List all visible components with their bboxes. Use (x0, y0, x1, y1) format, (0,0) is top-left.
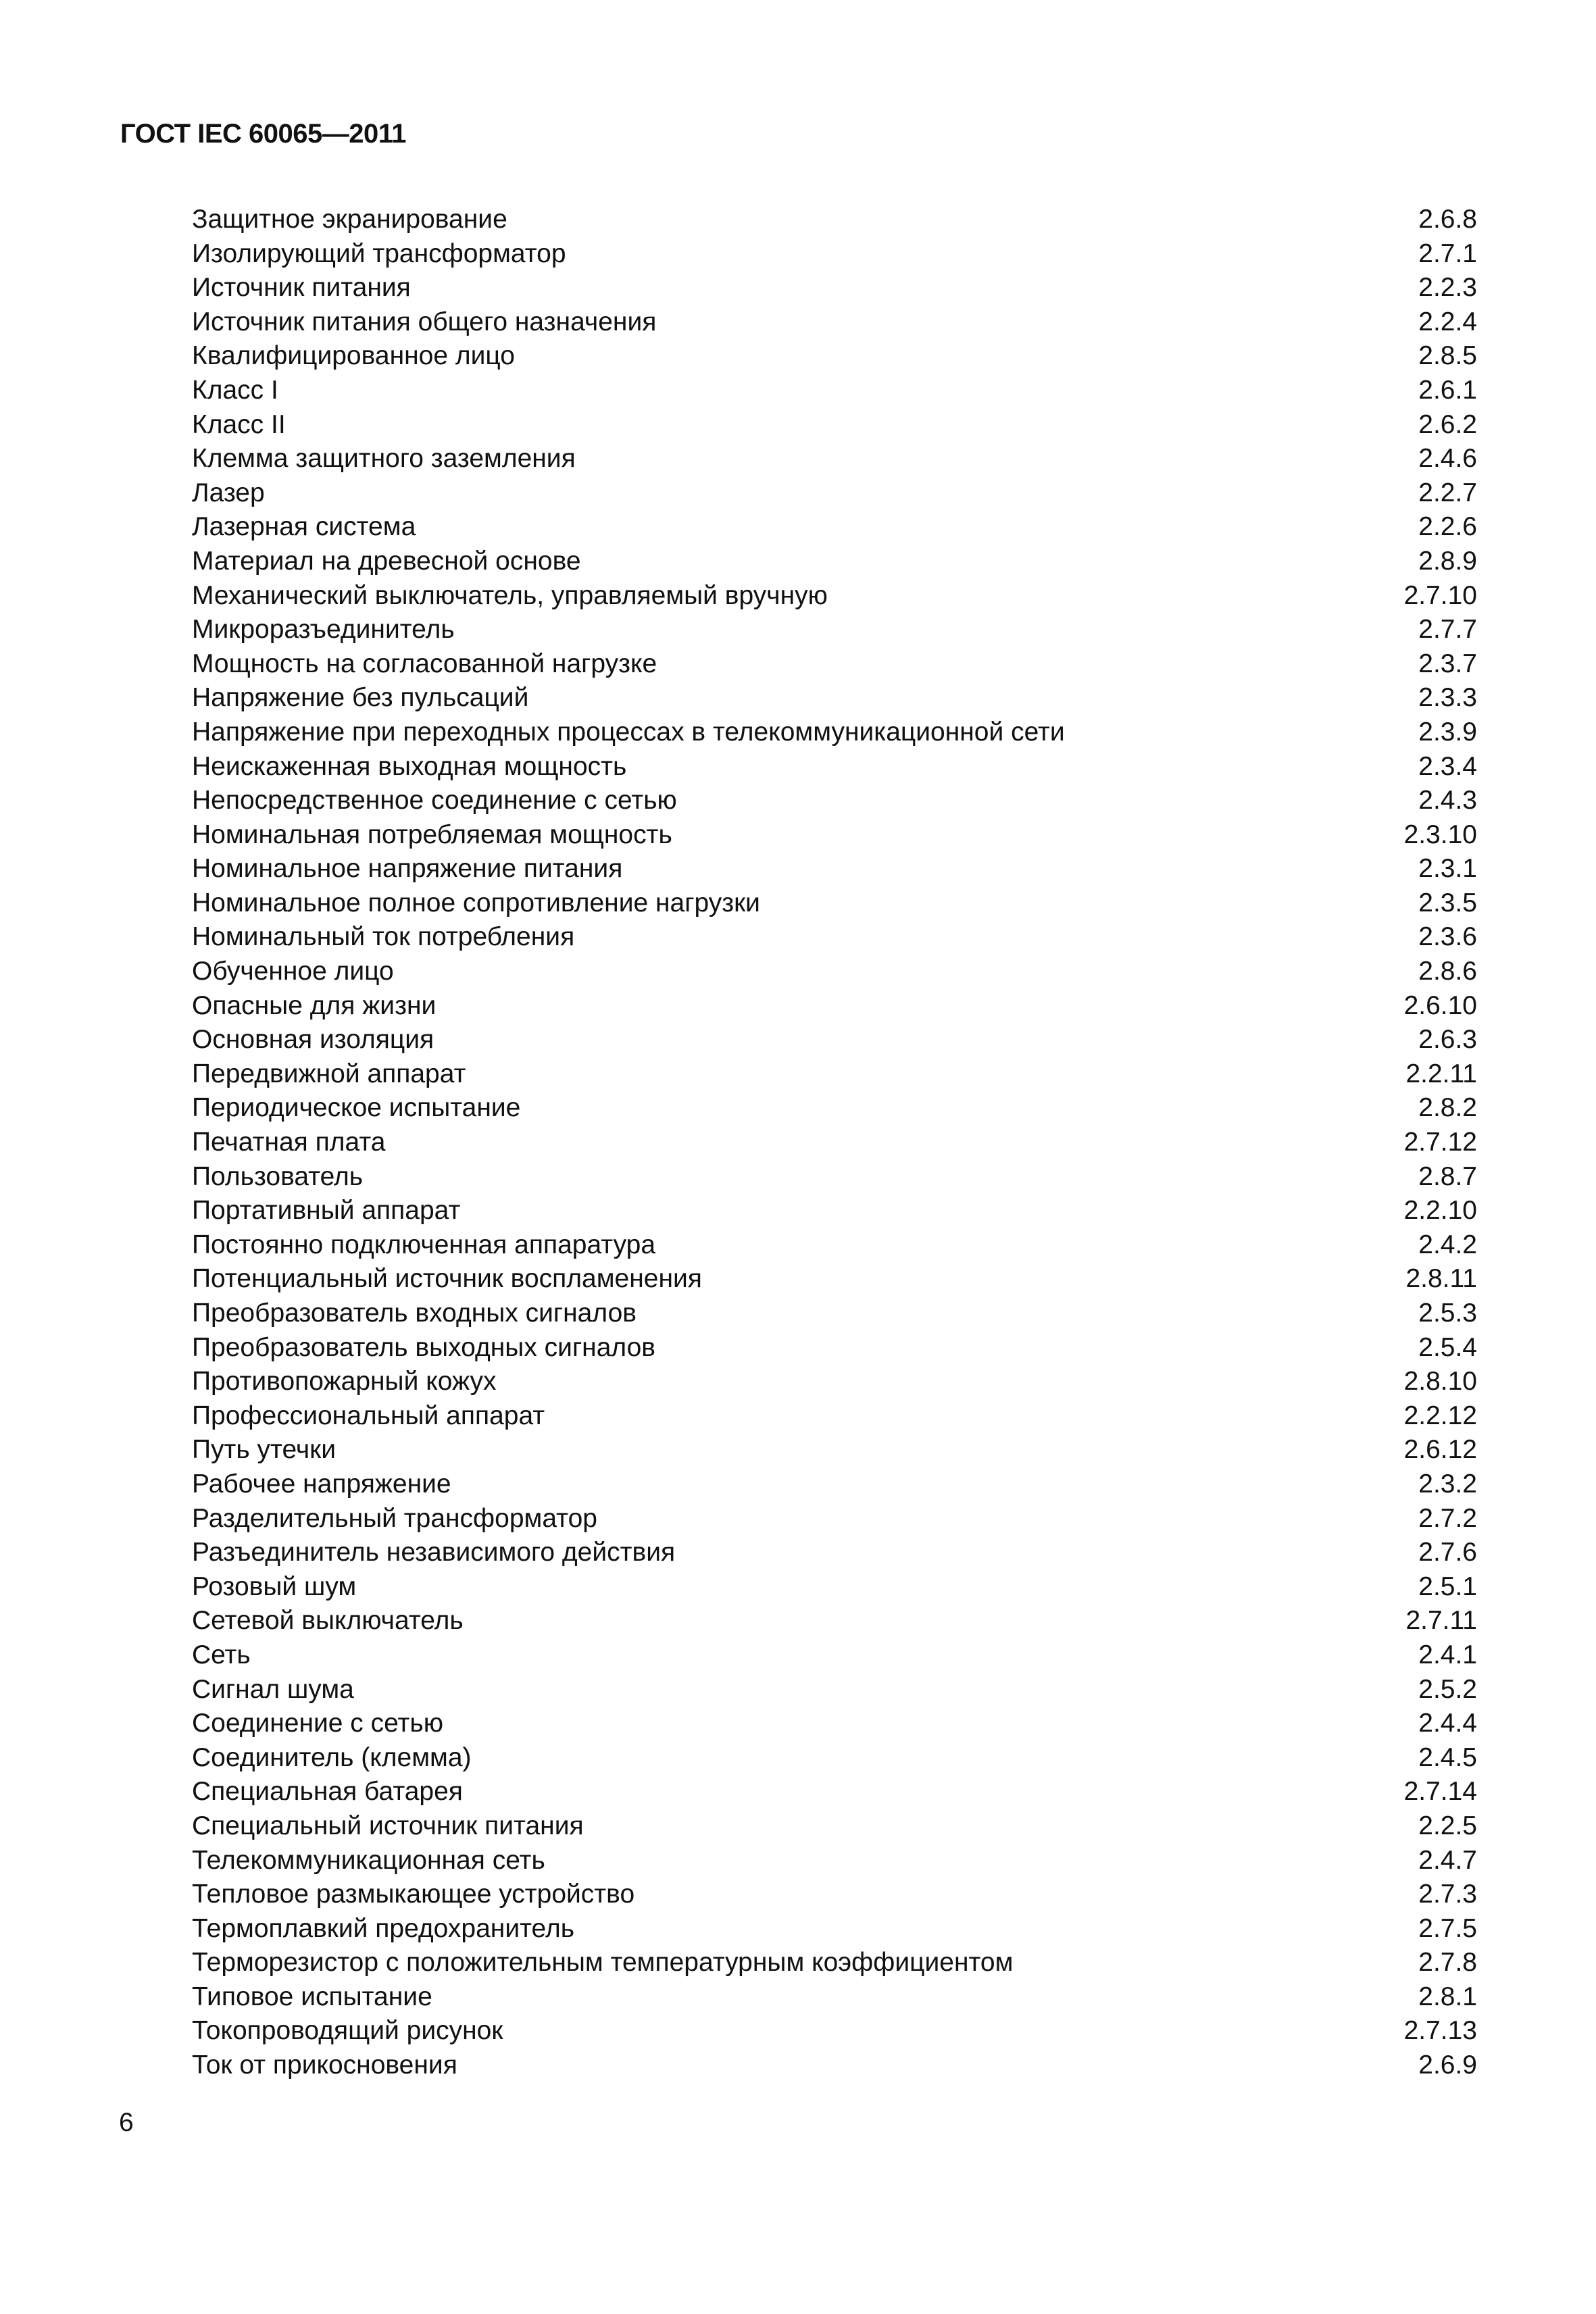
index-entry (192, 1091, 1477, 1126)
index-term: Постоянно подключенная аппаратура (192, 1230, 656, 1259)
index-ref: 2.8.10 (1403, 1367, 1477, 1397)
index-ref: 2.5.2 (1418, 1674, 1477, 1704)
index-ref: 2.7.1 (1418, 238, 1477, 268)
index-entry (192, 920, 1477, 955)
index-entry (192, 1980, 1477, 2015)
index-entry (192, 545, 1477, 579)
index-term: Розовый шум (192, 1571, 357, 1601)
index-ref: 2.3.3 (1418, 683, 1477, 713)
index-term: Защитное экранирование (192, 205, 507, 234)
index-entry (192, 1297, 1477, 1331)
index-ref: 2.5.1 (1418, 1571, 1477, 1601)
index-entry (192, 1194, 1477, 1228)
index-ref: 2.2.5 (1418, 1811, 1477, 1840)
index-entry (192, 750, 1477, 784)
index-ref: 2.2.11 (1405, 1059, 1477, 1088)
index-entry (192, 1809, 1477, 1844)
index-entry (192, 852, 1477, 886)
index-entry (192, 1673, 1477, 1707)
index-entry (192, 476, 1477, 511)
index-entry (192, 1775, 1477, 1809)
index-term: Квалифицированное лицо (192, 341, 515, 371)
index-term: Сеть (192, 1640, 251, 1669)
index-term: Печатная плата (192, 1128, 386, 1157)
index-ref: 2.8.9 (1418, 546, 1477, 576)
index-entry (192, 1604, 1477, 1638)
index-entry (192, 442, 1477, 476)
index-term: Токопроводящий рисунок (192, 2016, 503, 2046)
index-term: Рабочее напряжение (192, 1469, 451, 1499)
index-term: Профессиональный аппарат (192, 1401, 545, 1430)
index-ref: 2.6.10 (1403, 990, 1477, 1020)
index-term: Основная изоляция (192, 1025, 434, 1055)
index-ref: 2.2.7 (1418, 478, 1477, 507)
index-term: Обученное лицо (192, 957, 394, 986)
index-term: Разделительный трансформатор (192, 1503, 597, 1533)
index-ref: 2.4.1 (1418, 1640, 1477, 1669)
index-ref: 2.2.3 (1418, 273, 1477, 303)
index-entry (192, 339, 1477, 374)
index-entry (192, 2048, 1477, 2083)
document-header-title: ГОСТ IEC 60065—2011 (120, 119, 406, 149)
index-entry (192, 374, 1477, 408)
index-term: Тепловое размыкающее устройство (192, 1880, 635, 1909)
index-entry (192, 1228, 1477, 1263)
index-term: Преобразователь входных сигналов (192, 1299, 637, 1328)
index-entry (192, 510, 1477, 545)
index-entry (192, 1844, 1477, 1878)
index-term: Номинальная потребляемая мощность (192, 820, 672, 849)
index-entry (192, 1331, 1477, 1365)
index-ref: 2.2.6 (1418, 512, 1477, 542)
index-ref: 2.7.7 (1418, 615, 1477, 645)
index-ref: 2.4.7 (1418, 1845, 1477, 1875)
index-ref: 2.4.5 (1418, 1742, 1477, 1772)
index-term: Изолирующий трансформатор (192, 238, 566, 268)
index-entry (192, 1365, 1477, 1399)
index-term: Микроразъединитель (192, 615, 455, 645)
index-entry (192, 1638, 1477, 1673)
index-term: Путь утечки (192, 1435, 336, 1465)
index-term: Противопожарный кожух (192, 1367, 497, 1397)
index-ref: 2.7.3 (1418, 1880, 1477, 1909)
index-term: Пользователь (192, 1161, 364, 1191)
index-entry (192, 1536, 1477, 1570)
index-ref: 2.7.12 (1403, 1128, 1477, 1157)
index-term: Термоплавкий предохранитель (192, 1913, 575, 1943)
index-entry (192, 1262, 1477, 1297)
index-ref: 2.4.3 (1418, 786, 1477, 815)
index-entry (192, 1946, 1477, 1980)
index-entry (192, 1570, 1477, 1605)
index-ref: 2.3.4 (1418, 751, 1477, 781)
index-entry (192, 818, 1477, 853)
index-term: Преобразователь выходных сигналов (192, 1332, 656, 1362)
index-ref: 2.3.10 (1403, 820, 1477, 849)
index-entry (192, 681, 1477, 715)
index-entry (192, 237, 1477, 272)
index-ref: 2.6.3 (1418, 1025, 1477, 1055)
index-term: Источник питания общего назначения (192, 307, 657, 336)
index-term: Лазер (192, 478, 265, 507)
index-term: Периодическое испытание (192, 1093, 521, 1123)
index-entry (192, 989, 1477, 1024)
index-entry (192, 955, 1477, 989)
index-ref: 2.7.2 (1418, 1503, 1477, 1533)
index-entry (192, 1399, 1477, 1434)
index-term: Номинальное полное сопротивление нагрузки (192, 888, 760, 917)
index-ref: 2.7.6 (1418, 1538, 1477, 1567)
index-term: Номинальное напряжение питания (192, 854, 623, 884)
index-term: Разъединитель независимого действия (192, 1538, 676, 1567)
index-term: Источник питания (192, 273, 411, 303)
index-ref: 2.8.1 (1418, 1982, 1477, 2011)
index-term: Лазерная система (192, 512, 416, 542)
index-entry (192, 1878, 1477, 1912)
index-ref: 2.3.9 (1418, 717, 1477, 747)
index-entry (192, 305, 1477, 340)
index-term: Передвижной аппарат (192, 1059, 466, 1088)
index-term: Сигнал шума (192, 1674, 354, 1704)
index-ref: 2.8.11 (1405, 1264, 1477, 1294)
index-term: Класс I (192, 375, 278, 405)
index-term: Терморезистор с положительным температурным коэффициентом (192, 1948, 1014, 1978)
index-entry (192, 408, 1477, 443)
index-entry (192, 2014, 1477, 2048)
index-term: Портативный аппарат (192, 1196, 461, 1226)
index-ref: 2.8.6 (1418, 957, 1477, 986)
index-term: Механический выключатель, управляемый вручную (192, 580, 828, 610)
index-term: Соединение с сетью (192, 1709, 443, 1738)
index-ref: 2.6.2 (1418, 409, 1477, 439)
term-index-list (192, 203, 1477, 2083)
index-term: Неискаженная выходная мощность (192, 751, 627, 781)
index-ref: 2.6.9 (1418, 2051, 1477, 2080)
index-term: Специальная батарея (192, 1777, 463, 1807)
index-ref: 2.6.1 (1418, 375, 1477, 405)
index-term: Типовое испытание (192, 1982, 432, 2011)
index-ref: 2.4.2 (1418, 1230, 1477, 1259)
index-ref: 2.7.14 (1403, 1777, 1477, 1807)
index-term: Мощность на согласованной нагрузке (192, 649, 657, 678)
index-ref: 2.3.6 (1418, 922, 1477, 952)
index-ref: 2.7.8 (1418, 1948, 1477, 1978)
index-entry (192, 271, 1477, 305)
index-term: Телекоммуникационная сеть (192, 1845, 545, 1875)
index-ref: 2.6.8 (1418, 205, 1477, 234)
index-ref: 2.3.1 (1418, 854, 1477, 884)
index-entry (192, 647, 1477, 682)
index-ref: 2.2.12 (1403, 1401, 1477, 1430)
index-ref: 2.5.4 (1418, 1332, 1477, 1362)
index-entry (192, 1160, 1477, 1194)
index-term: Ток от прикосновения (192, 2051, 457, 2080)
index-entry (192, 1502, 1477, 1536)
index-entry (192, 579, 1477, 613)
index-term: Напряжение без пульсаций (192, 683, 529, 713)
index-term: Соединитель (клемма) (192, 1742, 472, 1772)
index-ref: 2.7.11 (1405, 1606, 1477, 1636)
index-ref: 2.7.5 (1418, 1913, 1477, 1943)
index-entry (192, 1057, 1477, 1092)
index-ref: 2.4.6 (1418, 444, 1477, 474)
index-entry (192, 1912, 1477, 1946)
index-entry (192, 1433, 1477, 1467)
index-term: Напряжение при переходных процессах в телекоммуникационной сети (192, 717, 1065, 747)
index-term: Сетевой выключатель (192, 1606, 464, 1636)
index-term: Потенциальный источник воспламенения (192, 1264, 702, 1294)
index-ref: 2.7.10 (1403, 580, 1477, 610)
index-entry (192, 613, 1477, 647)
index-entry (192, 203, 1477, 237)
index-ref: 2.8.7 (1418, 1161, 1477, 1191)
index-entry (192, 1741, 1477, 1776)
index-term: Специальный источник питания (192, 1811, 584, 1840)
index-entry (192, 1023, 1477, 1057)
index-ref: 2.6.12 (1403, 1435, 1477, 1465)
index-ref: 2.3.2 (1418, 1469, 1477, 1499)
index-term: Номинальный ток потребления (192, 922, 575, 952)
index-term: Класс II (192, 409, 286, 439)
index-ref: 2.3.5 (1418, 888, 1477, 917)
index-ref: 2.2.10 (1403, 1196, 1477, 1226)
index-ref: 2.8.2 (1418, 1093, 1477, 1123)
index-entry (192, 1707, 1477, 1741)
index-ref: 2.8.5 (1418, 341, 1477, 371)
index-term: Опасные для жизни (192, 990, 437, 1020)
index-ref: 2.7.13 (1403, 2016, 1477, 2046)
index-ref: 2.5.3 (1418, 1299, 1477, 1328)
index-ref: 2.4.4 (1418, 1709, 1477, 1738)
index-entry (192, 715, 1477, 750)
index-term: Клемма защитного заземления (192, 444, 576, 474)
index-term: Непосредственное соединение с сетью (192, 786, 677, 815)
index-ref: 2.3.7 (1418, 649, 1477, 678)
index-ref: 2.2.4 (1418, 307, 1477, 336)
index-entry (192, 1126, 1477, 1160)
index-term: Материал на древесной основе (192, 546, 581, 576)
index-entry (192, 784, 1477, 818)
index-entry (192, 1467, 1477, 1502)
page-number: 6 (119, 2108, 134, 2137)
index-entry (192, 886, 1477, 921)
